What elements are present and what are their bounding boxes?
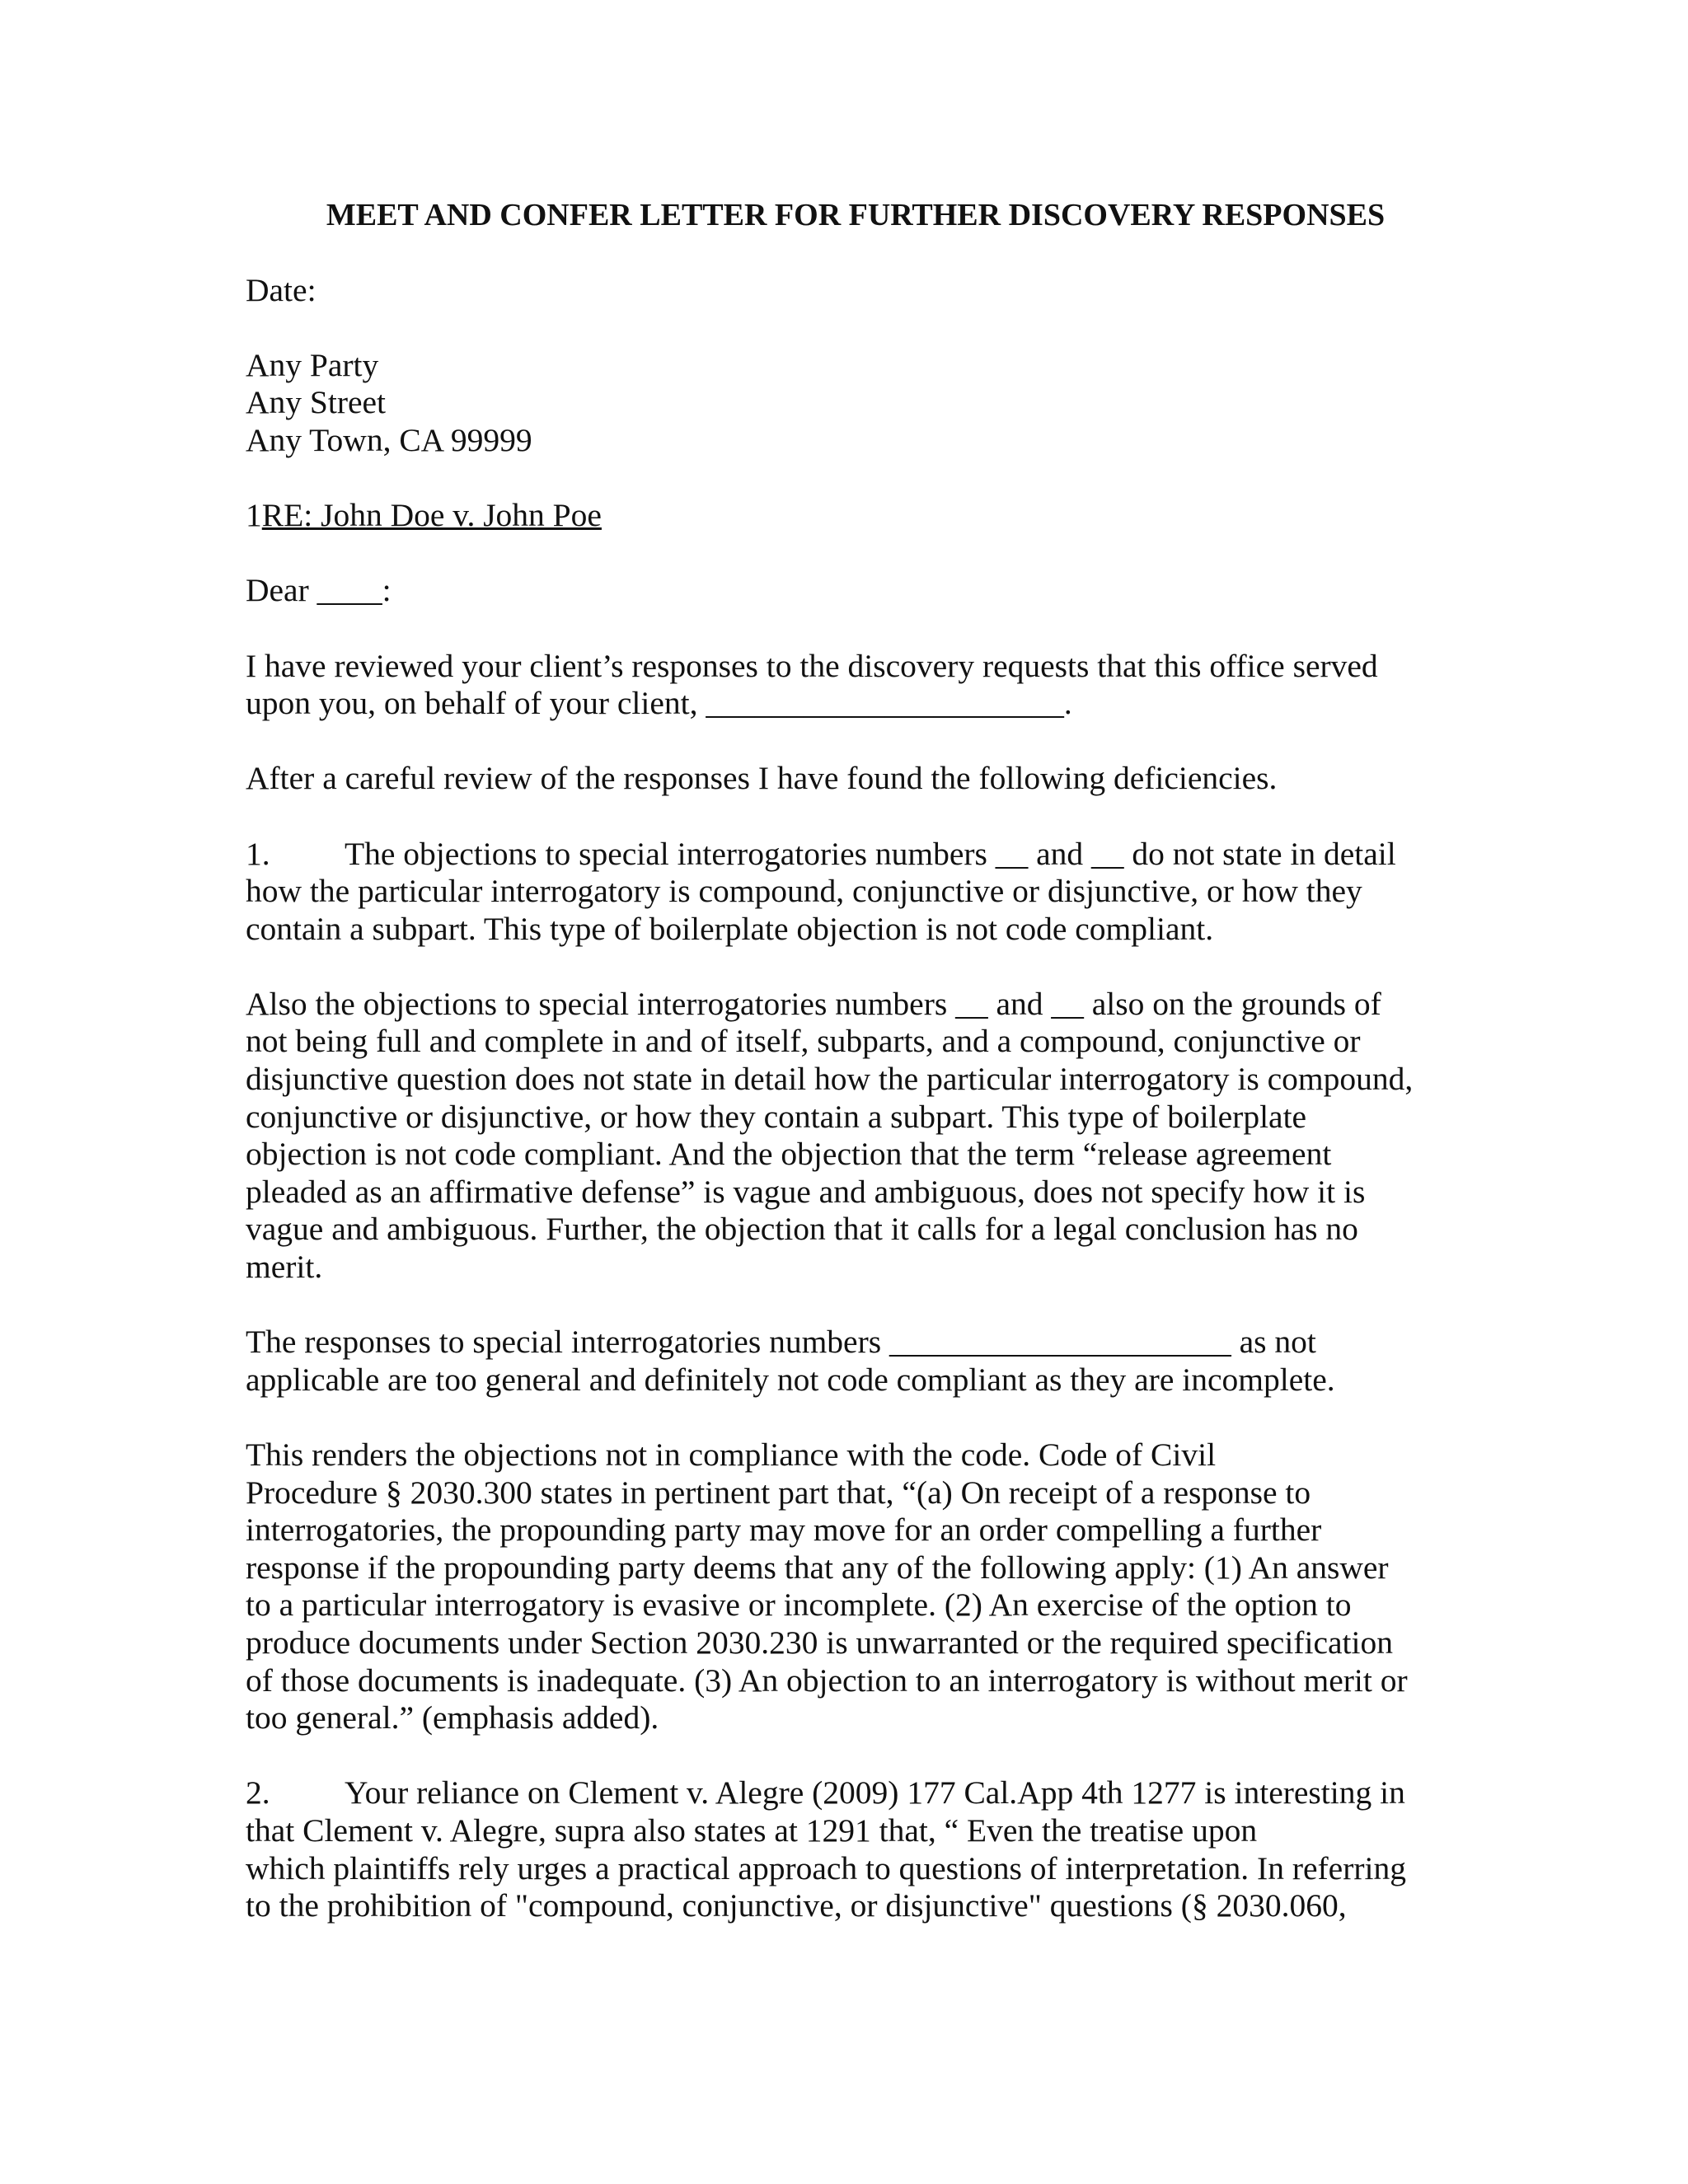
- re-line: [246, 497, 1449, 535]
- item-number: 1.: [246, 835, 270, 872]
- also-objections-paragraph: Also the objections to special interrogatories numbers __ and __ also on the grounds of not being full and complete in and of itself, subparts, and a compound, conjunctive or disjunctive question does not state in detail how the particular interrogatory is compound, conjunctive or disjunctive, or how they contain a subpart. This type of boilerplate objection is not code compliant. And the objection that the term “release agreement pleaded as an affirmative defense” is vague and ambiguous, does not specify how it is vague and ambiguous. Further, the objection that it calls for a legal conclusion has no merit.: [246, 985, 1414, 1286]
- address-line-3: Any Town, CA 99999: [246, 421, 532, 458]
- deficiency-item-2: 2. Your reliance on Clement v. Alegre (2009) 177 Cal.App 4th 1277 is interesting in that Clement v. Alegre, supra also states at 1291 that, “ Even the treatise upon which plaintiffs rely urges a practical approach to questions of interpretation. In referring to the prohibition of "compound, conjunctive, or disjunctive" questions (§ 2030.060,: [246, 1774, 1406, 1924]
- letter-body: [246, 196, 1449, 1962]
- address-line-1: Any Party: [246, 346, 379, 383]
- recipient-address: [246, 347, 1449, 460]
- responses-paragraph: The responses to special interrogatories numbers _____________________ as not applicable are too general and definitely not code compliant as they are incomplete.: [246, 1324, 1335, 1398]
- code-citation-paragraph: This renders the objections not in compliance with the code. Code of Civil Procedure § 2030.300 states in pertinent part that, “(a) On receipt of a response to interrogatories, the propounding party may move for an order compelling a further response if the propounding party deems that any of the following apply: (1) An answer to a particular interrogatory is evasive or incomplete. (2) An exercise of the option to produce documents under Section 2030.230 is unwarranted or the required specification of those documents is inadequate. (3) An objection to an interrogatory is without merit or too general.” (emphasis added).: [246, 1436, 1408, 1736]
- date-label: Date:: [246, 271, 316, 308]
- item-number: 2.: [246, 1774, 270, 1811]
- address-line-2: Any Street: [246, 384, 387, 421]
- deficiencies-intro: After a careful review of the responses I have found the following deficiencies.: [246, 760, 1278, 797]
- salutation-text: Dear ____:: [246, 572, 392, 609]
- intro-paragraph: I have reviewed your client’s responses to the discovery requests that this office served upon you, on behalf of your client, ______________________.: [246, 647, 1378, 722]
- deficiency-item-1: 1. The objections to special interrogatories numbers __ and __ do not state in detail how the particular interrogatory is compound, conjunctive or disjunctive, or how they contain a subpart. This type of boilerplate objection is not code compliant.: [246, 835, 1396, 947]
- document-title: MEET AND CONFER LETTER FOR FURTHER DISCOVERY RESPONSES: [326, 198, 1386, 232]
- date-line: [246, 272, 1449, 310]
- salutation: [246, 572, 1449, 610]
- re-prefix: 1: [246, 497, 262, 534]
- re-case-caption: RE: John Doe v. John Poe: [261, 497, 602, 534]
